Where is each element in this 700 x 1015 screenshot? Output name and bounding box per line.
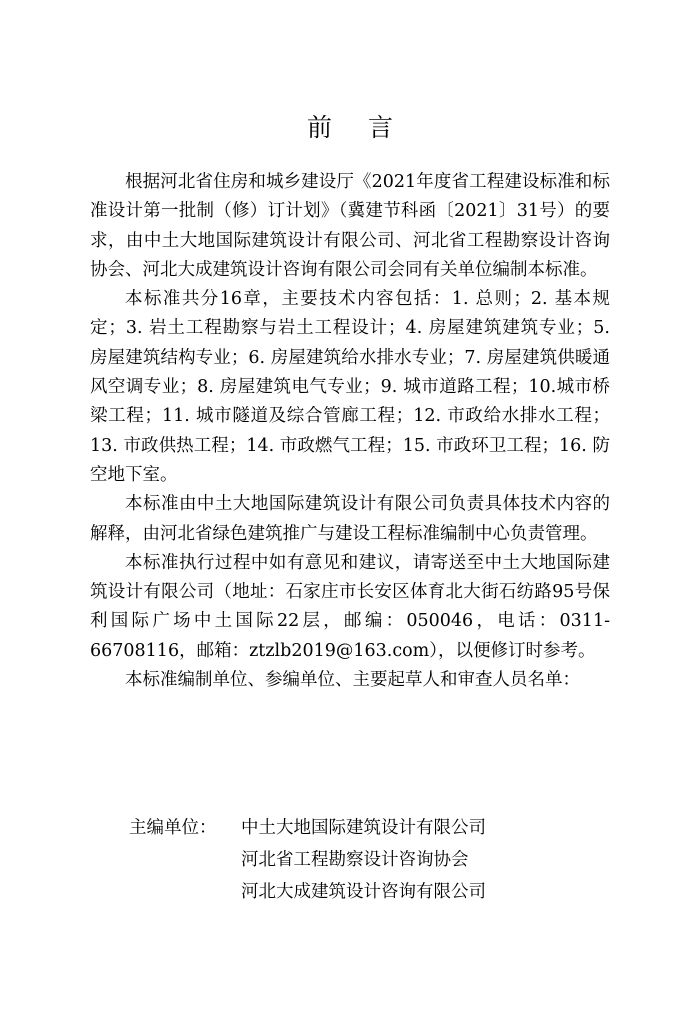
- unit-name: 河北省工程勘察设计咨询协会: [241, 850, 469, 870]
- unit-name: 中土大地国际建筑设计有限公司: [241, 818, 486, 838]
- page-title: 前言: [306, 113, 429, 142]
- chief-editor-units: [129, 812, 486, 908]
- paragraph-basis: 根据河北省住房和城乡建设厅《2021年度省工程建设标准和标准设计第一批制（修）订计划》（冀建节科函〔2021〕31号）的要求，由中土大地国际建筑设计有限公司、河北省工程勘察设计咨询协会、河北大成建筑设计咨询有限公司会同有关单位编制本标准。: [90, 172, 610, 280]
- preface-body: [90, 168, 610, 695]
- paragraph-contents: 本标准共分16章，主要技术内容包括：1. 总则；2. 基本规定；3. 岩土工程勘察与岩土工程设计；4. 房屋建筑建筑专业；5. 房屋建筑结构专业；6. 房屋建筑给水排水专业；7. 房屋建筑供暖通风空调专业；8. 房屋建筑电气专业；9. 城市道路工程；10.城市桥梁工程；11. 城市隧道及综合管廊工程；12. 市政给水排水工程；13. 市政供热工程；14. 市政燃气工程；15. 市政环卫工程；16. 防空地下室。: [90, 289, 610, 485]
- unit-row: [129, 812, 486, 844]
- paragraph-interpretation: 本标准由中土大地国际建筑设计有限公司负责具体技术内容的解释，由河北省绿色建筑推广与建设工程标准编制中心负责管理。: [90, 494, 610, 544]
- unit-label-spacer: [129, 844, 241, 876]
- chief-editor-label: 主编单位：: [129, 818, 217, 838]
- unit-row: [129, 876, 486, 908]
- unit-name: 河北大成建筑设计咨询有限公司: [241, 882, 486, 902]
- paragraph-feedback: 本标准执行过程中如有意见和建议，请寄送至中土大地国际建筑设计有限公司（地址：石家庄市长安区体育北大街石纺路95号保利国际广场中土国际22层，邮编：050046，电话：0311-66708116，邮箱：ztzlb2019@163.com），以便修订时参考。: [90, 552, 610, 661]
- unit-label-spacer: [129, 876, 241, 908]
- unit-row: [129, 844, 486, 876]
- paragraph-list-intro: 本标准编制单位、参编单位、主要起草人和审查人员名单：: [125, 670, 580, 691]
